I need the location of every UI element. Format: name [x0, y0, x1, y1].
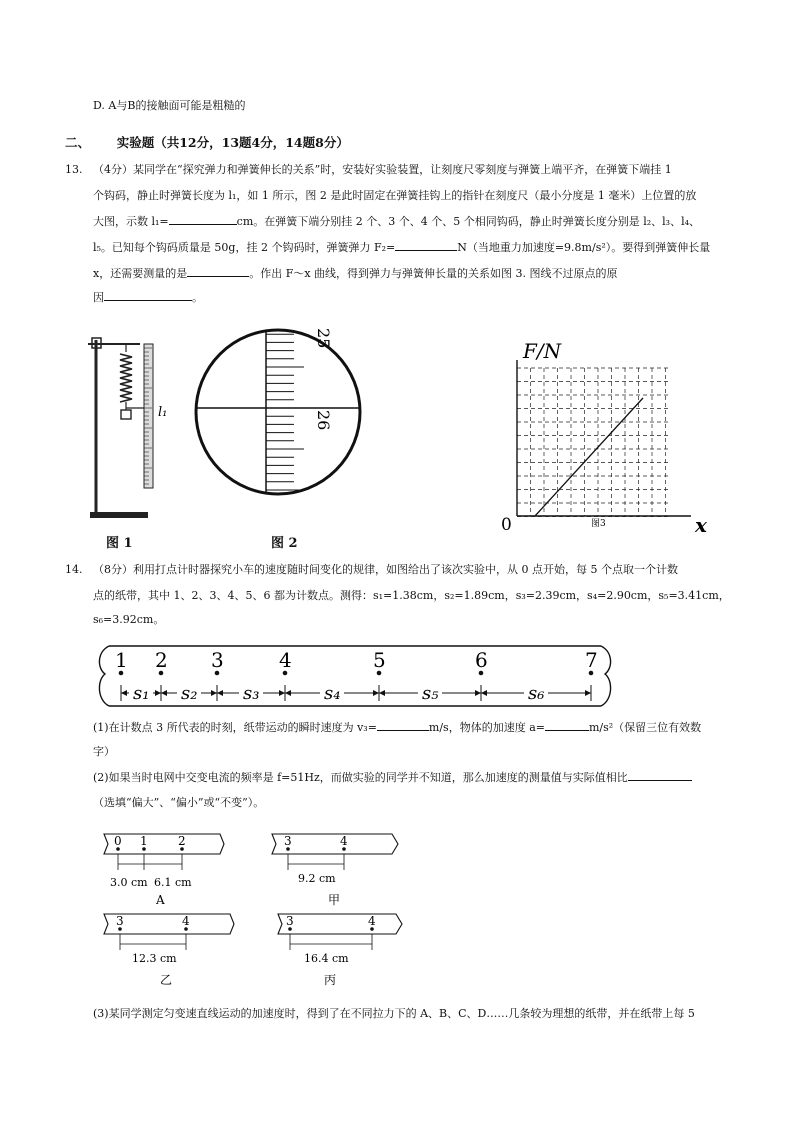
tape-jia: [272, 834, 398, 907]
tape-a: [104, 834, 224, 907]
sub1-text-b: m/s，物体的加速度 a=: [428, 721, 545, 734]
tape-bing-label-4: 4: [368, 914, 376, 928]
q13-number: 13.: [65, 163, 83, 176]
q14-number: 14.: [65, 563, 83, 576]
x-axis-label: x: [695, 513, 707, 537]
answer-blank-reason[interactable]: [104, 288, 192, 301]
tape-jia-name: 甲: [328, 893, 341, 907]
magnifier-circle: [196, 330, 360, 494]
tape-point-label-3: 3: [211, 648, 224, 672]
segment-label-6: s₆: [528, 683, 545, 704]
figure-1-apparatus: [80, 330, 180, 552]
tape-yi-label-4: 4: [182, 914, 190, 928]
tape-jia-label-3: 3: [284, 834, 292, 848]
segment-label-4: s₄: [324, 683, 341, 704]
tape-a-label-1: 1: [140, 834, 148, 848]
tick-label-25: 25: [314, 328, 333, 349]
stand-base: [90, 512, 148, 518]
tape-bing-name: 丙: [324, 973, 337, 987]
figure-3-graph: [495, 332, 715, 544]
section-title: 实验题（共12分，13题4分，14题8分）: [116, 135, 349, 150]
tick-label-26: 26: [314, 410, 333, 431]
q13-text-h: 。: [192, 291, 203, 304]
sub1-text-a: (1)在计数点 3 所代表的时刻，纸带运动的瞬时速度为 v₃=: [93, 721, 377, 734]
segment-label-1: s₁: [133, 683, 150, 704]
tape-bing-dim: 16.4 cm: [304, 952, 349, 965]
tape-a-name: A: [156, 893, 165, 907]
tape-point-label-2: 2: [155, 648, 168, 672]
tape-jia-dim: 9.2 cm: [298, 872, 336, 885]
segment-label-3: s₃: [243, 683, 260, 704]
q13-text-b: cm。在弹簧下端分别挂 2 个、3 个、4 个、5 个相同钩码，静止时弹簧长度分别是 l₂、l₃、l₄、: [236, 215, 701, 228]
figure-2-caption: 图 2: [271, 536, 298, 551]
tape-point-label-1: 1: [115, 648, 128, 672]
tape-a-dim-1: 3.0 cm: [110, 876, 148, 889]
previous-option-d: D. A与B的接触面可能是粗糙的: [93, 99, 246, 112]
figure-3-caption: 图3: [591, 519, 606, 529]
tape-yi-name: 乙: [160, 973, 173, 987]
small-tapes-figure: [98, 830, 418, 990]
answer-blank-measure[interactable]: [187, 264, 249, 277]
answer-blank-a[interactable]: [545, 718, 589, 731]
tape-bing: [278, 914, 402, 987]
q13-line-2: 个钩码，静止时弹簧长度为 l₁，如 1 所示，图 2 是此时固定在弹簧挂钩上的指针在刻度尺（最小分度是 1 毫米）上位置的放: [93, 189, 697, 202]
q13-text-e: x，还需要测量的是: [93, 267, 188, 280]
sub2-line-1: [93, 768, 692, 788]
ticker-tape: [95, 640, 625, 712]
q13-text-c: l₅。已知每个钩码质量是 50g，挂 2 个钩码时，弹簧弹力 F₂=: [93, 241, 396, 254]
spring: [120, 354, 132, 402]
answer-blank-l1[interactable]: [169, 212, 237, 225]
tape-point-label-7: 7: [585, 648, 598, 672]
tape-yi-dim: 12.3 cm: [132, 952, 177, 965]
q14-line-2: 点的纸带，其中 1、2、3、4、5、6 都为计数点。测得：s₁=1.38cm，s₂=1.89cm，s₃=2.39cm，s₄=2.90cm，s₅=3.41cm，: [93, 589, 730, 602]
section-number: 二、: [65, 135, 91, 150]
tape-point-label-6: 6: [475, 648, 488, 672]
figure-2-magnified-scale: [186, 310, 370, 530]
q14-line-1: （8分）利用打点计时器探究小车的速度随时间变化的规律，如图给出了该次实验中，从 0 点开始，每 5 个点取一个计数: [93, 563, 678, 576]
segment-label-2: s₂: [181, 683, 198, 704]
answer-blank-f2[interactable]: [395, 238, 457, 251]
q13-text-d: N（当地重力加速度=9.8m/s²）。要得到弹簧伸长量: [457, 241, 711, 254]
origin-label: 0: [501, 515, 512, 535]
q13-text-a: 大图，示数 l₁=: [93, 215, 169, 228]
y-axis-label: F/N: [523, 339, 562, 363]
sub1-line-2: 字）: [93, 745, 115, 758]
tape-bing-label-3: 3: [286, 914, 294, 928]
q13-line-3: [93, 212, 700, 232]
tape-point-label-4: 4: [279, 648, 292, 672]
section-header: [65, 133, 349, 153]
q13-line-5: [93, 264, 618, 284]
q13-text-g: 因: [93, 291, 104, 304]
q13-line-6: [93, 288, 203, 308]
sub1-text-c: m/s²（保留三位有效数: [588, 721, 702, 734]
sub2-text-a: (2)如果当时电网中交变电流的频率是 f=51Hz，而做实验的同学并不知道，那么加速度的测量值与实际值相比: [93, 771, 628, 784]
figure-1-caption: 图 1: [106, 536, 133, 551]
segment-label-5: s₅: [422, 683, 439, 704]
sub1-line-1: [93, 718, 701, 738]
tape-yi: [104, 914, 234, 987]
q13-text-f: 。作出 F～x 曲线，得到弹力与弹簧伸长量的关系如图 3. 图线不过原点的原: [249, 267, 618, 280]
hook-weight: [121, 410, 131, 419]
label-l1: l₁: [158, 405, 168, 420]
tape-point-label-5: 5: [373, 648, 386, 672]
q14-line-3: s₆=3.92cm。: [93, 613, 165, 626]
tape-a-label-2: 2: [178, 834, 186, 848]
tape-a-label-0: 0: [114, 834, 122, 848]
sub3-line-1: (3)某同学测定匀变速直线运动的加速度时，得到了在不同拉力下的 A、B、C、D……几条较为理想的纸带，并在纸带上每 5: [93, 1007, 695, 1020]
q13-line-4: [93, 238, 710, 258]
fx-line: [535, 398, 643, 516]
answer-blank-v3[interactable]: [377, 718, 429, 731]
tape-yi-label-3: 3: [116, 914, 124, 928]
tape-a-dim-2: 6.1 cm: [154, 876, 192, 889]
q13-line-1: （4分）某同学在“探究弹力和弹簧伸长的关系”时，安装好实验装置，让刻度尺零刻度与弹簧上端平齐，在弹簧下端挂 1: [93, 163, 672, 176]
answer-blank-compare[interactable]: [628, 768, 692, 781]
tape-jia-label-4: 4: [340, 834, 348, 848]
sub2-line-2: （选填“偏大”、“偏小”或“不变”）。: [93, 796, 265, 809]
